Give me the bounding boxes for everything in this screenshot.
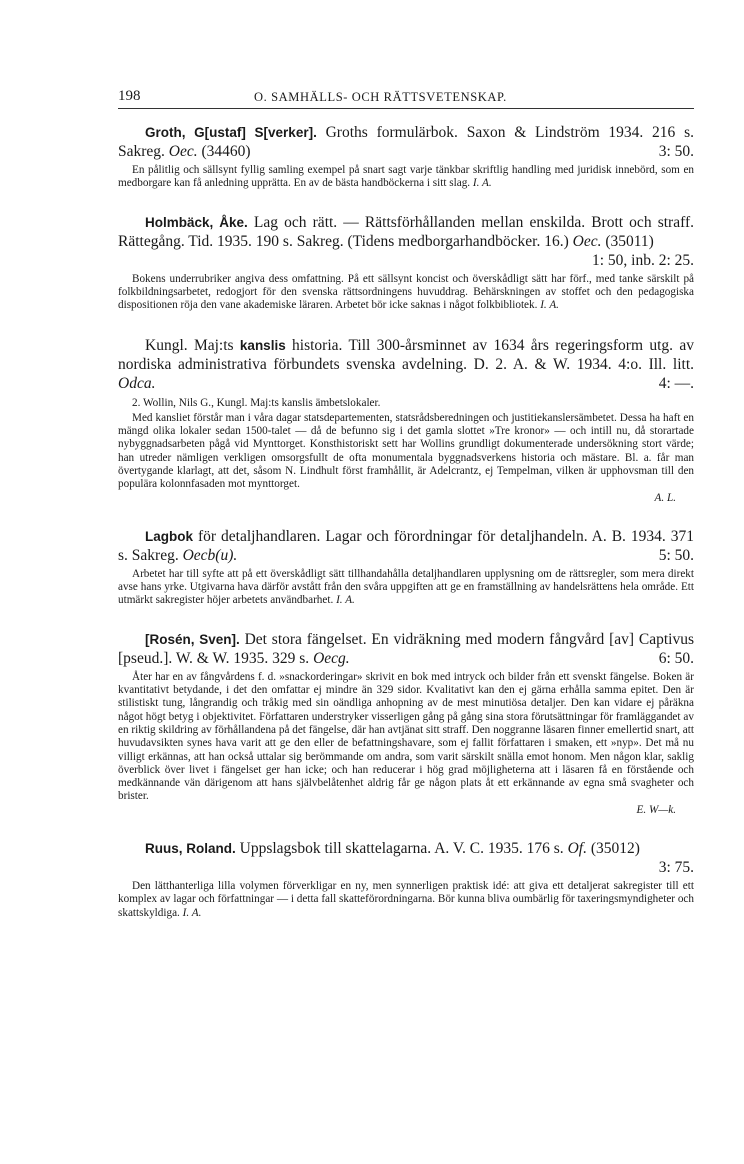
entry-signature: I. A. [472,177,492,190]
entry-ruus [118,839,694,920]
entry-annotation [118,164,694,191]
entry-sub-entry: 2. Wollin, Nils G., Kungl. Maj:ts kanslis ämbetslokaler. [132,397,381,410]
entry-lagbok [118,527,694,608]
entry-price: 3: 75. [658,859,694,877]
entry-title: Uppslagsbok till skattelagarna. A. V. C. 1935. 176 s. [235,840,568,858]
entry-price: 4: —. [658,375,694,393]
entry-price: 6: 50. [658,649,694,667]
entry-groth [118,123,694,191]
entry-signature: I. A. [540,299,559,312]
section-title: O. SAMHÄLLS- OCH RÄTTSVETENSKAP. [254,90,507,104]
entry-kanslis [118,336,694,504]
entry-signature: I. A. [182,906,202,919]
entry-heading [118,336,694,393]
annotation-text: Arbetet har till syfte att på ett överskådligt sätt tillhandahålla detaljhandlaren upplysning om de rättsregler, som mera direkt avse hans yrke. Utgivarna hava därför avstått från den svåra uppgiften att ge en framställning av handelsrättens hela område. Ett utmärkt sakregister höjer arbetets användbarhet. [118,567,694,607]
entry-heading [118,123,694,161]
running-head [118,86,694,109]
entry-class-mark: Oec. [572,232,602,250]
entry-rosen [118,630,694,817]
entry-heading [118,630,694,668]
entry-annotation [118,273,694,313]
entry-signature: I. A. [336,594,355,607]
page-number: 198 [118,88,141,104]
entry-class-mark: Of. [567,840,587,858]
entry-title: Groths formulärbok. Saxon & Lindström 1934. 216 s. Sakreg. [118,124,694,160]
entry-title: historia. Till 300-årsminnet av 1634 års regeringsform utg. av nordiska administrativa förbundets svenska avdelning. D. 2. A. & W. 1934. 4:o. Ill. litt. [118,337,694,374]
entry-accession: (34460) [197,143,251,160]
entry-signature: E. W—k. [636,803,676,816]
entry-author: [Rosén, Sven]. [145,631,240,647]
page [118,86,694,920]
annotation-text: Bokens underrubriker angiva dess omfattning. På ett sällsynt koncist och överskådligt sätt har förf., med tanke särskilt på folkbildningsarbetet, redogjort för den svenska rättsordningens huvuddrag. Behärskningen av stoffet och den pedagogiska dispositionen röja den vane akademiske läraren. Arbetet bör icke saknas i något folkbibliotek. [118,272,694,312]
entry-heading [118,839,694,877]
entry-annotation [118,671,694,804]
annotation-text: Åter har en av fångvårdens f. d. »snackorderingar» skrivit en bok med intryck och bilder från ett svenskt fängelse. Boken är kvantitativt betydande, i det den omfattar ej mindre än 329 sidor. Kvalitativt kan den ej gärna erhålla samma epitet. Den är stilistiskt tung, långrandig och tråkig med sin oändliga anhopning av de mest minutiösa detaljer. Den kan vidare ej påräkna något högt betyg i objektivitet. Författaren understryker visserligen gång på gång sina stora förutsättningar för framläggandet av en riktig skildring av förhållandena på det fängelse, där han avtjänat sitt straff. Den noggranne läsaren finner emellertid snart, att huvudavsikten synes hava varit att ge den eller de befattningshavare, som ej fallit författaren i smaken, ett »nyp». Det må nu villigt erkännas, att han också uttalar sig berömmande om andra, som varit särskilt snälla emot honom. Men någon klar, saklig överblick över livet i fängelset ger han icke; och han reducerar i hög grad möjligheterna att i läsaren få en förstående och medkännande vän därigenom att hans självbelåtenhet aldrig får ge någon plats åt ett erkännande av egna små svagheter och brister. [118,670,694,803]
entry-annotation [118,568,694,608]
entry-price: 1: 50, inb. 2: 25. [591,251,694,269]
entry-annotation [118,880,694,920]
entry-accession: (35011) [601,232,654,250]
entry-class-mark: Oec. [168,143,198,160]
entry-title: Det stora fängelset. En vidräkning med modern fångvård [av] Captivus [pseud.]. W. & W. 1935. 329 s. [118,630,694,667]
entry-heading [118,527,694,565]
entry-title: Lag och rätt. — Rättsförhållanden mellan enskilda. Brott och straff. Rättegång. Tid. 1935. 190 s. Sakreg. (Tidens medborgarhandböcker. 16.) [118,213,694,250]
entry-class-mark: Oecb(u). [182,546,238,564]
annotation-text: En pålitlig och sällsynt fyllig samling exempel på snart sagt varje tänkbar skriftlig handling med juridisk innebörd, som en medborgare kan få anledning upprätta. En av de bästa handböckerna i sitt slag. [118,164,694,190]
entry-price: 3: 50. [658,143,694,160]
entry-class-mark: Odca. [118,375,156,393]
entry-title-prefix: Kungl. Maj:ts [145,337,240,355]
entry-accession: (35012) [586,840,640,858]
annotation-text: Med kansliet förstår man i våra dagar statsdepartementen, statsrådsberedningen och justitiekanslersämbetet. Dessa ha haft en mängd olika lokaler sedan 1500-talet — då de befunno sig i det gamla slottet »Tre kronor» — och intill nu, då storartade nybyggnadsarbeten pågå vid Mynttorget. Konsthistoriskt sett har Wollins grundligt dokumenterade undersökning stort värde; han utreder nämligen verkligen omsorgsfullt de ofta monumentala byggnadsverkens historia och mästare. Bl. a. får man övertygande klarlagt, att det, såsom N. Lindhult först framhållit, är Adelcrantz, ej Tempelman, vilken är upphovsman till den populära kolonnfasaden mot mynttorget. [118,411,694,491]
entry-author: kanslis [239,338,286,354]
entry-author: Lagbok [145,528,194,544]
entry-heading [118,213,694,270]
entry-signature: A. L. [654,491,676,504]
entry-author: Ruus, Roland. [145,841,236,857]
entry-class-mark: Oecg. [313,649,350,667]
entry-price: 5: 50. [658,546,694,564]
entry-author: Holmbäck, Åke. [145,214,248,230]
annotation-text: Den lätthanterliga lilla volymen förverkligar en ny, men synnerligen praktisk idé: att giva ett detaljerat sakregister till ett komplex av lagar och författningar — i detta fall skatteförordningarna. Bör kunna bliva oumbärlig för taxeringsmyndigheter och skattskyldiga. [118,880,694,919]
entry-holmback [118,213,694,313]
entry-title: för detaljhandlaren. Lagar och förordningar för detaljhandeln. A. B. 1934. 371 s. Sakreg. [118,527,694,564]
entry-author: Groth, G[ustaf] S[verker]. [145,125,317,140]
entry-annotation [118,412,694,492]
